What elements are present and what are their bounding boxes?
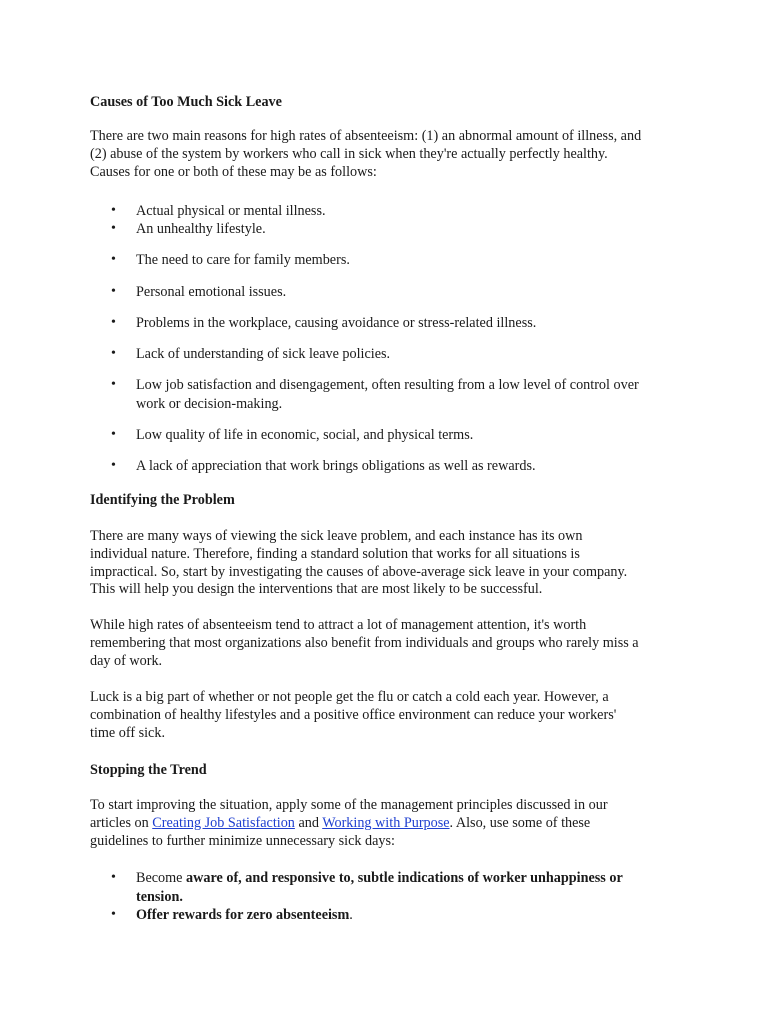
bullet-icon: •: [111, 284, 116, 299]
bullet-icon: •: [111, 870, 116, 885]
list-item-text: [136, 906, 353, 925]
bullet-icon: •: [111, 907, 116, 922]
bullet-icon: •: [111, 427, 116, 442]
bullet-icon: •: [111, 377, 116, 392]
list-item-line: [136, 888, 623, 907]
bullet-icon: •: [111, 203, 116, 218]
paragraph-line: To start improving the situation, apply some of the management principles discussed in our: [90, 797, 608, 813]
list-item-line: work or decision-making.: [136, 395, 283, 412]
list-item-text: Problems in the workplace, causing avoidance or stress-related illness.: [136, 315, 537, 331]
list-item-text: Actual physical or mental illness.: [136, 203, 326, 219]
text-segment: articles on: [90, 814, 153, 831]
paragraph-line: While high rates of absenteeism tend to attract a lot of management attention, it's worth: [90, 617, 587, 633]
paragraph-line: This will help you design the interventions that are most likely to be successful.: [90, 581, 543, 598]
paragraph-line: day of work.: [90, 652, 163, 669]
list-item-line: [136, 869, 623, 888]
paragraph-line: individual nature. Therefore, finding a standard solution that works for all situations is: [90, 545, 580, 562]
text-segment: and: [294, 814, 323, 831]
bold-text: tension.: [136, 888, 183, 905]
text-segment: Become: [136, 870, 187, 886]
paragraph-line: There are two main reasons for high rates of absenteeism: (1) an abnormal amount of illness, and: [90, 128, 642, 144]
link-working-with-purpose[interactable]: Working with Purpose: [322, 814, 450, 831]
bold-text: Offer rewards for zero absenteeism: [136, 907, 350, 923]
bullet-icon: •: [111, 252, 116, 267]
bullet-icon: •: [111, 346, 116, 361]
text-segment: .: [349, 907, 353, 923]
bullet-icon: •: [111, 458, 116, 473]
paragraph-line: [90, 815, 608, 833]
list-item-text: Low quality of life in economic, social, and physical terms.: [136, 427, 474, 443]
paragraph: [90, 528, 627, 599]
list-item-text: Lack of understanding of sick leave policies.: [136, 346, 391, 362]
bullet-icon: •: [111, 221, 116, 236]
paragraph: [90, 617, 639, 670]
list-item-text: Personal emotional issues.: [136, 284, 287, 300]
list-item-text: A lack of appreciation that work brings obligations as well as rewards.: [136, 458, 536, 474]
list-item-text: The need to care for family members.: [136, 252, 350, 268]
bullet-icon: •: [111, 315, 116, 330]
paragraph-line: time off sick.: [90, 724, 165, 741]
paragraph-line: remembering that most organizations also benefit from individuals and groups who rarely miss a: [90, 634, 639, 651]
paragraph-line: combination of healthy lifestyles and a positive office environment can reduce your workers': [90, 706, 617, 723]
list-item-line: Low job satisfaction and disengagement, often resulting from a low level of control over: [136, 377, 639, 393]
bold-text: aware of, and responsive to, subtle indications of worker unhappiness or: [186, 870, 623, 886]
link-creating-job-satisfaction[interactable]: Creating Job Satisfaction: [152, 814, 295, 831]
list-item-text: An unhealthy lifestyle.: [136, 221, 266, 237]
paragraph-line: Causes for one or both of these may be as follows:: [90, 163, 377, 180]
paragraph-line: Luck is a big part of whether or not people get the flu or catch a cold each year. However, a: [90, 689, 609, 705]
paragraph-line: (2) abuse of the system by workers who call in sick when they're actually perfectly healthy.: [90, 145, 608, 162]
paragraph-line: impractical. So, start by investigating the causes of above-average sick leave in your company.: [90, 563, 628, 580]
section-heading-causes: Causes of Too Much Sick Leave: [90, 94, 282, 110]
paragraph-line: guidelines to further minimize unnecessary sick days:: [90, 832, 395, 849]
paragraph: [90, 797, 608, 850]
section-heading-stopping: Stopping the Trend: [90, 762, 207, 778]
paragraph: [90, 689, 616, 742]
intro-paragraph: [90, 128, 641, 181]
list-item-text: [136, 869, 623, 906]
list-item-text: [136, 376, 639, 413]
text-segment: . Also, use some of these: [449, 814, 591, 831]
paragraph-line: There are many ways of viewing the sick leave problem, and each instance has its own: [90, 528, 583, 544]
section-heading-identifying: Identifying the Problem: [90, 492, 235, 508]
